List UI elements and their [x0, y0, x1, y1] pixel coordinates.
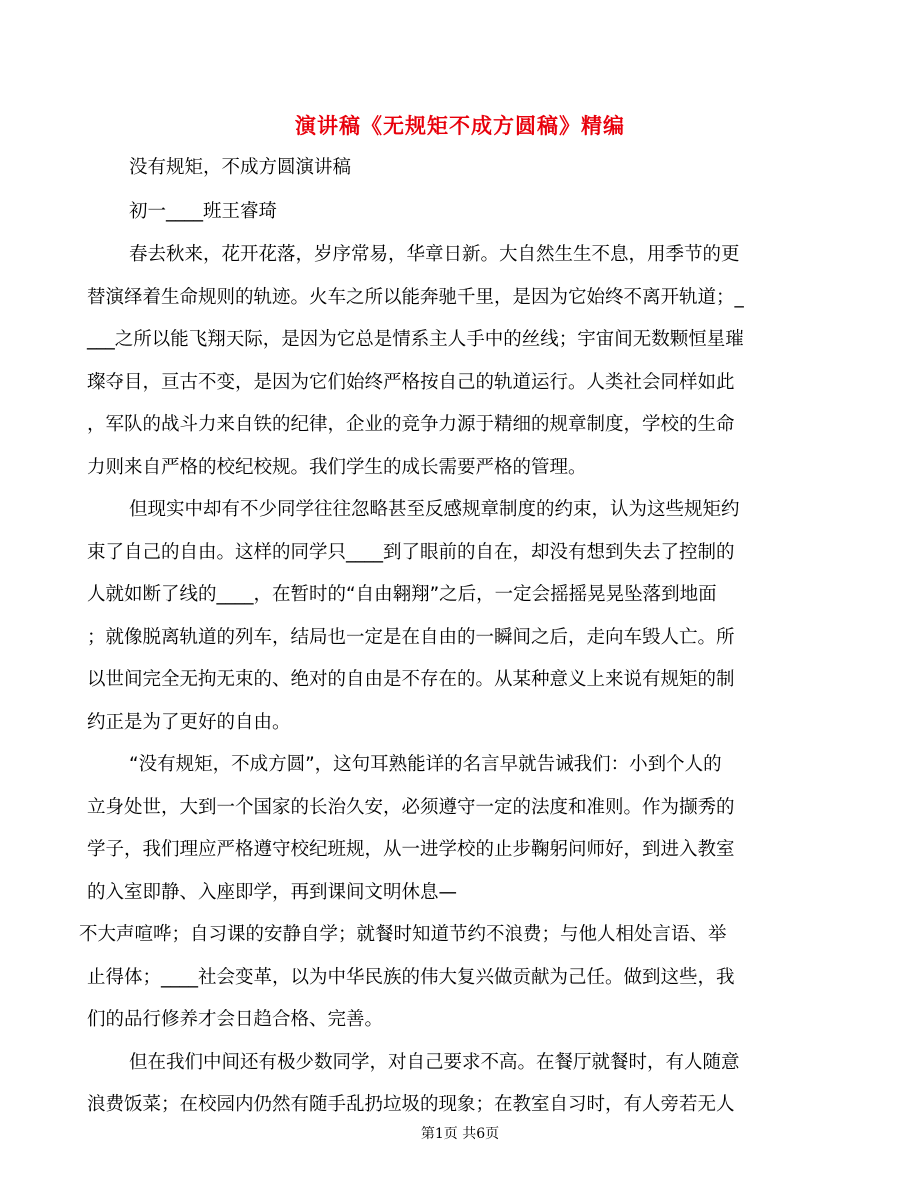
paragraph-line: 止得体；____社会变革，以为中华民族的伟大复兴做贡献为己任。做到这些，我 — [87, 967, 735, 988]
paragraph-line: 但在我们中间还有极少数同学，对自己要求不高。在餐厅就餐时，有人随意 — [129, 1052, 740, 1073]
paragraph-line: 立身处世，大到一个国家的长治久安，必须遵守一定的法度和准则。作为撷秀的 — [87, 797, 735, 818]
paragraph-line: 的入室即静、入座即学，再到课间文明休息— — [87, 882, 458, 903]
paragraph-line: 浪费饭菜；在校园内仍然有随手乱扔垃圾的现象；在教室自习时，有人旁若无人 — [87, 1094, 735, 1115]
paragraph-line: 力则来自严格的校纪校规。我们学生的成长需要严格的管理。 — [87, 457, 587, 478]
paragraph-line: ___之所以能飞翔天际，是因为它总是情系主人手中的丝线；宇宙间无数颗恒星璀 — [87, 329, 744, 350]
paragraph-line: 以世间完全无拘无束的、绝对的自由是不存在的。从某种意义上来说有规矩的制 — [87, 669, 735, 690]
paragraph-line: 不大声喧哗；自习课的安静自学；就餐时知道节约不浪费；与他人相处言语、举 — [79, 924, 727, 945]
document-title: 演讲稿《无规矩不成方圆稿》精编 — [295, 114, 625, 138]
paragraph-line: 人就如断了线的____，在暂时的“自由翱翔”之后，一定会摇摇晃晃坠落到地面 — [87, 584, 717, 605]
author-line: 初一____班王睿琦 — [129, 201, 278, 222]
paragraph-line: ；就像脱离轨道的列车，结局也一定是在自由的一瞬间之后，走向车毁人亡。所 — [87, 627, 735, 648]
paragraph-line: 们的品行修养才会日趋合格、完善。 — [87, 1009, 384, 1030]
paragraph-line: 璨夺目，亘古不变，是因为它们始终严格按自己的轨道运行。人类社会同样如此 — [87, 372, 735, 393]
paragraph-line: ，军队的战斗力来自铁的纪律，企业的竞争力源于精细的规章制度，学校的生命 — [87, 414, 735, 435]
paragraph-line: 约正是为了更好的自由。 — [87, 712, 291, 733]
paragraph-line: 替演绎着生命规则的轨迹。火车之所以能奔驰千里，是因为它始终不离开轨道；_ — [87, 287, 744, 308]
speech-title-line: 没有规矩，不成方圆演讲稿 — [129, 157, 352, 178]
page-number-footer: 第1页 共6页 — [420, 1126, 500, 1142]
paragraph-line: 学子，我们理应严格遵守校纪班规，从一进学校的止步鞠躬问师好，到进入教室 — [87, 839, 735, 860]
paragraph-line: “没有规矩，不成方圆”，这句耳熟能详的名言早就告诫我们：小到个人的 — [129, 754, 722, 775]
paragraph-line: 但现实中却有不少同学往往忽略甚至反感规章制度的约束，认为这些规矩约 — [129, 499, 740, 520]
paragraph-line: 束了自己的自由。这样的同学只____到了眼前的自在，却没有想到失去了控制的 — [87, 542, 735, 563]
paragraph-line: 春去秋来，花开花落，岁序常易，华章日新。大自然生生不息，用季节的更 — [129, 244, 740, 265]
